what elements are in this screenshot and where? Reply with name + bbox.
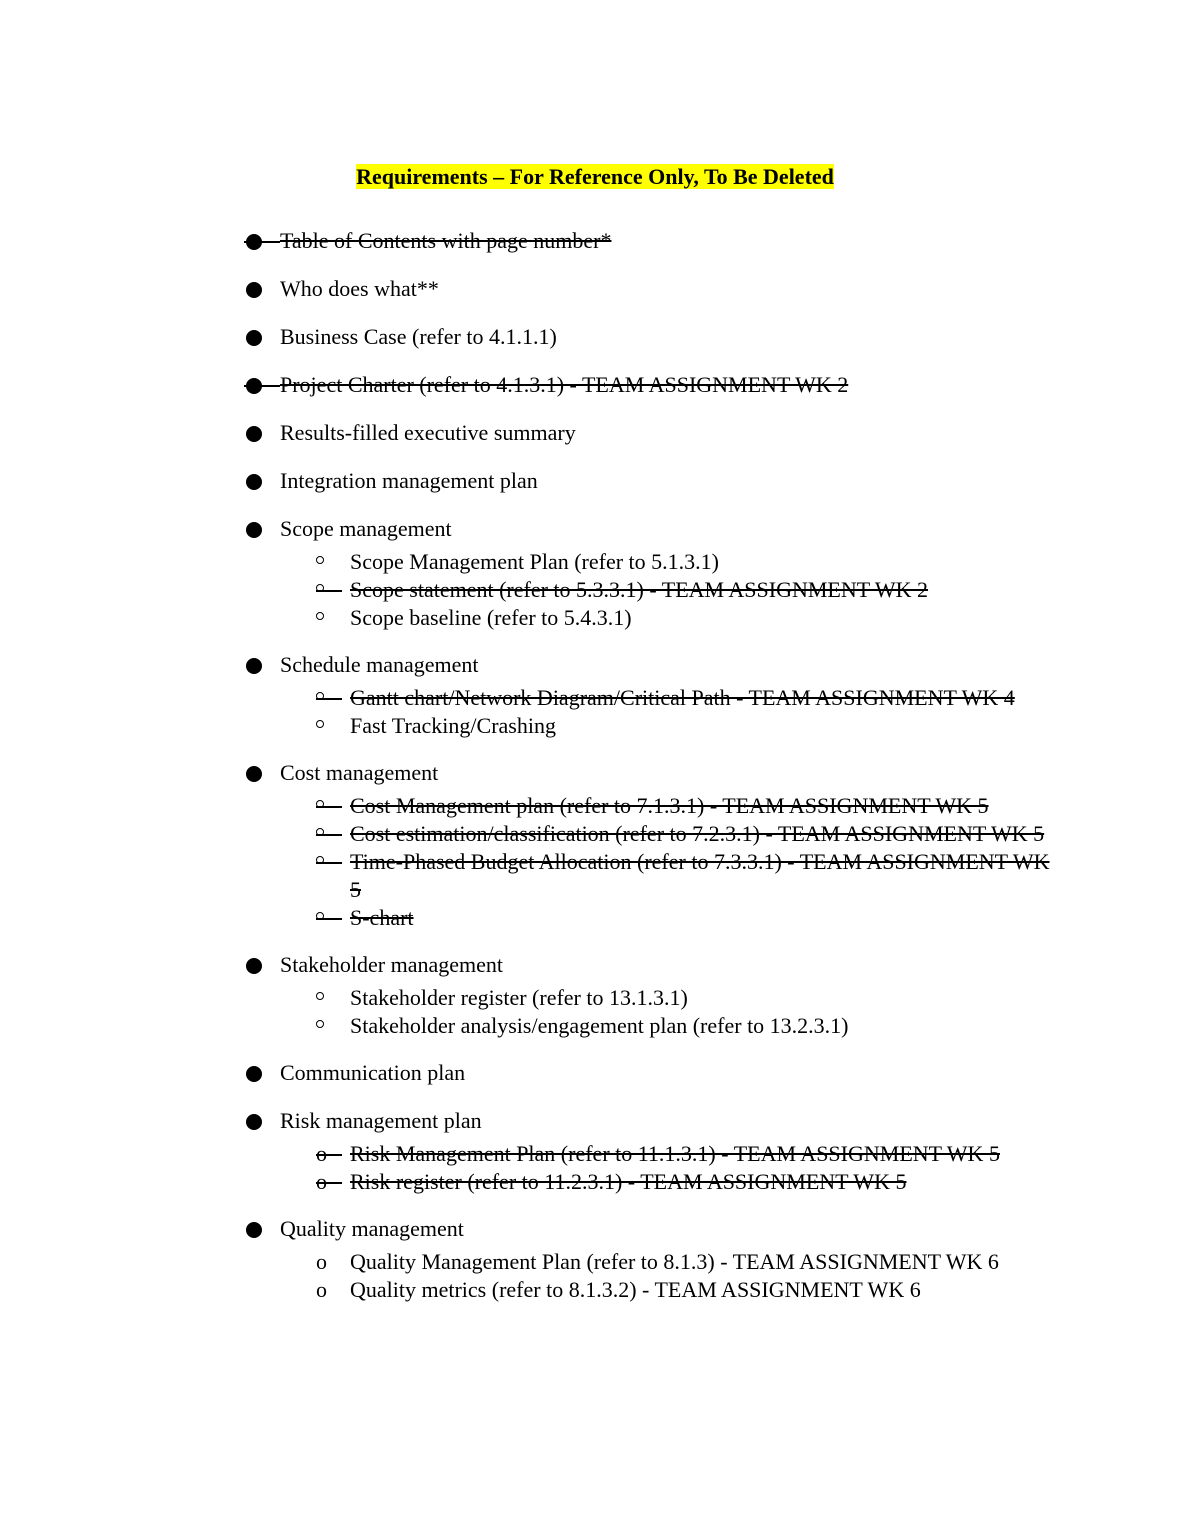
requirement-text: Risk management plan	[280, 1108, 482, 1133]
requirement-line	[0, 950, 1050, 980]
bullet-icon	[246, 330, 262, 346]
sub-requirement-text: Cost estimation/classification (refer to 7.2.3.1) - TEAM ASSIGNMENT WK 5	[350, 821, 1045, 846]
sub-requirement-line	[0, 792, 1050, 820]
requirement-text: Scope management	[280, 516, 452, 541]
sub-requirement-line	[0, 1276, 1050, 1304]
requirement-item	[0, 758, 1190, 932]
sub-requirement-line	[0, 548, 1050, 576]
requirement-text: Business Case (refer to 4.1.1.1)	[280, 324, 557, 349]
sub-requirement-line	[0, 1012, 1050, 1040]
sub-requirement-text: Scope statement (refer to 5.3.3.1) - TEAM ASSIGNMENT WK 2	[350, 577, 929, 602]
sub-requirement-list	[0, 1140, 1190, 1196]
requirements-list	[0, 226, 1190, 1304]
requirement-line	[0, 370, 1050, 400]
requirement-line	[0, 1058, 1050, 1088]
sub-requirement-line	[0, 1140, 1050, 1168]
sub-requirement-text: S-chart	[350, 905, 414, 930]
sub-requirement-list	[0, 1248, 1190, 1304]
requirement-text: Integration management plan	[280, 468, 538, 493]
sub-requirement-line	[0, 604, 1050, 632]
bullet-icon	[246, 426, 262, 442]
document-title-text: Requirements – For Reference Only, To Be Deleted	[356, 164, 834, 189]
bullet-icon	[246, 1114, 262, 1130]
strikethrough-mark	[316, 918, 342, 920]
strikethrough-mark	[316, 1154, 342, 1156]
sub-requirement-line	[0, 904, 1050, 932]
requirement-line	[0, 322, 1050, 352]
hollow-bullet-icon	[316, 556, 324, 564]
hollow-bullet-icon	[316, 1020, 324, 1028]
requirement-text: Results-filled executive summary	[280, 420, 576, 445]
strikethrough-mark	[316, 834, 342, 836]
requirement-text: Communication plan	[280, 1060, 466, 1085]
requirement-item	[0, 370, 1190, 400]
requirement-item	[0, 1106, 1190, 1196]
requirement-item	[0, 1058, 1190, 1088]
requirement-item	[0, 418, 1190, 448]
sub-requirement-text: Scope baseline (refer to 5.4.3.1)	[350, 605, 632, 630]
sub-requirement-text: Stakeholder analysis/engagement plan (refer to 13.2.3.1)	[350, 1013, 849, 1038]
requirement-item	[0, 466, 1190, 496]
requirement-item	[0, 650, 1190, 740]
bullet-icon	[246, 474, 262, 490]
requirement-text: Schedule management	[280, 652, 479, 677]
requirement-text: Cost management	[280, 760, 439, 785]
sub-requirement-line	[0, 576, 1050, 604]
requirement-line	[0, 1106, 1050, 1136]
sub-requirement-line	[0, 684, 1050, 712]
strikethrough-mark	[316, 1182, 342, 1184]
bullet-icon	[246, 958, 262, 974]
sub-requirement-text: Risk Management Plan (refer to 11.1.3.1) - TEAM ASSIGNMENT WK 5	[350, 1141, 1000, 1166]
sub-requirement-list	[0, 684, 1190, 740]
requirement-item	[0, 226, 1190, 256]
sub-requirement-text: Time-Phased Budget Allocation (refer to 7.3.3.1) - TEAM ASSIGNMENT WK 5	[350, 849, 1050, 902]
sub-requirement-line	[0, 848, 1050, 904]
requirement-text: Table of Contents with page number*	[280, 228, 612, 253]
requirement-line	[0, 650, 1050, 680]
requirement-text: Project Charter (refer to 4.1.3.1) - TEAM ASSIGNMENT WK 2	[280, 372, 849, 397]
requirement-item	[0, 1214, 1190, 1304]
strikethrough-mark	[316, 698, 342, 700]
hollow-bullet-icon	[316, 992, 324, 1000]
sub-requirement-list	[0, 792, 1190, 932]
requirement-line	[0, 466, 1050, 496]
strikethrough-mark	[316, 806, 342, 808]
sub-requirement-text: Scope Management Plan (refer to 5.1.3.1)	[350, 549, 719, 574]
hollow-bullet-icon: o	[316, 1249, 327, 1274]
sub-requirement-text: Stakeholder register (refer to 13.1.3.1)	[350, 985, 688, 1010]
sub-requirement-text: Risk register (refer to 11.2.3.1) - TEAM ASSIGNMENT WK 5	[350, 1169, 907, 1194]
strikethrough-mark	[244, 241, 280, 243]
requirement-text: Stakeholder management	[280, 952, 503, 977]
sub-requirement-line	[0, 712, 1050, 740]
bullet-icon	[246, 1222, 262, 1238]
hollow-bullet-icon	[316, 612, 324, 620]
requirement-line	[0, 274, 1050, 304]
bullet-icon	[246, 766, 262, 782]
hollow-bullet-icon: o	[316, 1277, 327, 1302]
hollow-bullet-icon	[316, 720, 324, 728]
requirement-line	[0, 418, 1050, 448]
document-title	[0, 163, 1190, 191]
sub-requirement-text: Quality Management Plan (refer to 8.1.3) - TEAM ASSIGNMENT WK 6	[350, 1249, 999, 1274]
sub-requirement-line	[0, 1248, 1050, 1276]
sub-requirement-list	[0, 548, 1190, 632]
sub-requirement-text: Cost Management plan (refer to 7.1.3.1) - TEAM ASSIGNMENT WK 5	[350, 793, 989, 818]
requirement-line	[0, 758, 1050, 788]
sub-requirement-line	[0, 984, 1050, 1012]
sub-requirement-text: Gantt chart/Network Diagram/Critical Path - TEAM ASSIGNMENT WK 4	[350, 685, 1015, 710]
requirement-line	[0, 1214, 1050, 1244]
bullet-icon	[246, 522, 262, 538]
sub-requirement-text: Quality metrics (refer to 8.1.3.2) - TEAM ASSIGNMENT WK 6	[350, 1277, 921, 1302]
requirement-item	[0, 322, 1190, 352]
bullet-icon	[246, 1066, 262, 1082]
requirement-text: Who does what**	[280, 276, 439, 301]
requirement-item	[0, 274, 1190, 304]
requirement-line	[0, 226, 1050, 256]
sub-requirement-line	[0, 820, 1050, 848]
strikethrough-mark	[244, 385, 280, 387]
sub-requirement-list	[0, 984, 1190, 1040]
bullet-icon	[246, 658, 262, 674]
strikethrough-mark	[316, 590, 342, 592]
sub-requirement-text: Fast Tracking/Crashing	[350, 713, 556, 738]
strikethrough-mark	[316, 862, 342, 864]
bullet-icon	[246, 282, 262, 298]
requirement-item	[0, 514, 1190, 632]
requirement-item	[0, 950, 1190, 1040]
requirement-text: Quality management	[280, 1216, 464, 1241]
requirement-line	[0, 514, 1050, 544]
sub-requirement-line	[0, 1168, 1050, 1196]
